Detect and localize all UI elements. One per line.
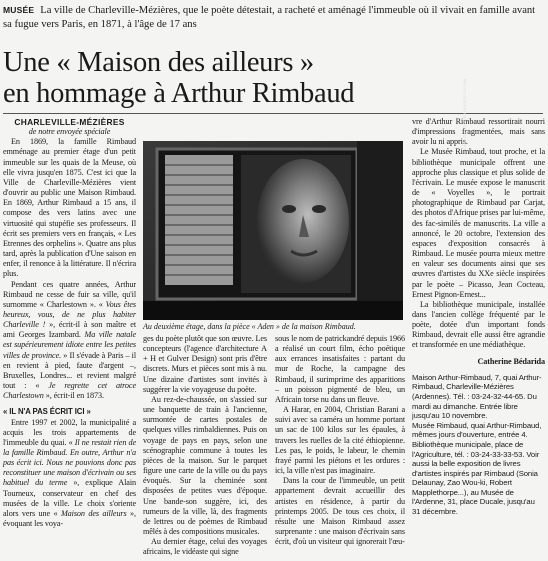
text-run: » Il s'évade à Paris – il en revient à pied, faute d'argent –, Bruxelles, Londres... et revient malgré tout : « bbox=[3, 350, 136, 391]
text-run: Entre 1997 et 2002, la municipalité a acquis les trois appartements de l'immeuble du quai. « bbox=[3, 417, 136, 447]
photo-illustration bbox=[143, 141, 403, 320]
quote: Je regrette cet atroce Charlestown bbox=[3, 381, 136, 401]
article-column-4 bbox=[412, 117, 545, 517]
author-signature: Catherine Bédarida bbox=[477, 356, 545, 366]
info-line: Musée Rimbaud, quai Arthur-Rimbaud, mêmes jours d'ouverture, entrée 4. bbox=[412, 420, 542, 440]
text-run: », écrit-il en 1873. bbox=[43, 391, 104, 401]
info-line: Bibliothèque municipale, place de l'Agriculture, tél. : 03-24-33-33-53. Voir aussi la belle exposition de livres d'artistes inspirés par Rimbaud (Sonia Delaunay, Zao Wou-ki, Robert Mapplethorpe...), au Musée de l'Ardenne, 31, place Ducale, jusqu'au 31 décembre. bbox=[412, 439, 540, 517]
photo-caption: Au deuxième étage, dans la pièce « Aden » de la maison Rimbaud. bbox=[143, 322, 356, 331]
paragraph: Dans la cour de l'immeuble, un petit appartement devrait accueillir des artistes en résidence, à partir du printemps 2005. De tous ces choix, il résulte une Maison Rimbaud assez surprenante : une maison d'écrivain sans écrit, d'où un visiteur qui ignorerait l'œu- bbox=[275, 476, 405, 547]
paragraph: Le Musée Rimbaud, tout proche, et la bibliothèque municipale offrent une approche plus classique et plus solide de l'écrivain. Le musée expose le manuscrit de « Voyelles », le portrait photographique de Rimbaud par Carjat, des photos d'Afrique prises par lui-même, des fac-similés de manuscrits. La ville a annoncé, le 20 octobre, l'extension des espaces d'exposition consacrés à Rimbaud. Le musée pourra mieux mettre en valeur ses documents ainsi que ses œuvres d'artistes du XXe siècle inspirées par le poète – Picasso, Jean Cocteau, Ernest Pignon-Ernest... bbox=[412, 147, 545, 299]
paragraph: Au rez-de-chaussée, on s'assied sur une banquette de train à l'ancienne, surmontée de cartes postales de quelques villes rimbaldiennes. Puis on voyage de pays en pays, selon une scénographie commune à toutes les pièces de la maison. Sur le parquet figure une carte de la ville ou du pays évoqués. Sur la cheminée sont disposées de petites vues d'époque. Une bande-son suggère, ici, des rumeurs de la ville, là, des fragments de lettres ou de poèmes de Rimbaud mêlés à des compositions musicales. bbox=[143, 394, 267, 536]
text-run: Pendant ces quatre années, Arthur Rimbaud ne cesse de fuir sa ville, qu'il surnomme « Charlestown ». « bbox=[3, 279, 136, 309]
paragraph: A Harar, en 2004, Christian Barani a suivi avec sa caméra un homme portant un sac de 100 kilos sur les épaules, à travers les ruelles de la cité éthiopienne. Les pas, le poids, le labeur, le chemin frayé parmi les piétons et les ordures : ici, la ville n'est pas imaginaire. bbox=[275, 405, 405, 476]
article-column-2 bbox=[143, 334, 267, 557]
article-column-1 bbox=[3, 117, 136, 529]
quote: Vous êtes heureux, vous, de ne plus habiter Charleville ! bbox=[3, 299, 137, 330]
paragraph: La bibliothèque municipale, installée dans l'ancien collège fréquenté par le poète, dotée d'un important fonds Rimbaud, devrait elle aussi être agrandie et transformée en une médiathèque. bbox=[412, 299, 545, 350]
paragraph bbox=[3, 280, 136, 402]
dateline: CHARLEVILLE-MÉZIÈRES bbox=[14, 117, 125, 127]
text-run: », évoquant les voya- bbox=[3, 508, 136, 529]
info-line: Maison Arthur-Rimbaud, 7, quai Arthur-Rimbaud, Charleville-Mézières (Ardennes). Tél. : 03-24-32-44-65. Du mardi au dimanche. Entrée libre jusqu'au 10 novembre. bbox=[412, 372, 542, 421]
headline-line-1: Une « Maison des ailleurs » bbox=[3, 47, 314, 78]
section-label: MUSÉE bbox=[3, 5, 35, 15]
paragraph: vre d'Arthur Rimbaud ressortirait nourri d'impressions fragmentées, mais sans avoir lu ni appris. bbox=[412, 117, 545, 147]
quote: Maison des ailleurs bbox=[60, 508, 127, 518]
paragraph bbox=[3, 418, 136, 530]
paragraph: ges du poète plutôt que son œuvre. Les concepteurs (l'agence d'architecture A + H et Gulver Design) sont pris d'être discrets. Murs et pièces sont mis à nu. Une dizaine d'artistes sont invités à suggérer la vie voyageuse du poète. bbox=[143, 334, 267, 394]
article-column-3 bbox=[275, 334, 405, 547]
paragraph: sous le nom de patrickandré depuis 1966 a réalisé un court film, écho poétique aux errances insatisfaites : partant du mur de Roche, la campagne des Rimbaud, il surimprime des apparitions – un poisson pigmenté de bleu, un Africain torse nu dans un fleuve. bbox=[275, 334, 405, 404]
paragraph: Au dernier étage, celui des voyages africains, le vidéaste qui signe bbox=[143, 537, 267, 557]
kicker-text: La ville de Charleville-Mézières, que le poète détestait, a racheté et aménagé l'immeuble où il vivait en famille avant sa fugue vers Paris, en 1871, à l'âge de 17 ans bbox=[3, 5, 536, 30]
text-run: », explique Alain Tourneux, conservateur en chef des musées de la ville. Le choix s'oriente alors vers une « bbox=[3, 478, 136, 518]
quote: Ma ville natale est supérieurement idiote entre les petites villes de province. bbox=[3, 330, 136, 360]
subheading: « IL N'A PAS ÉCRIT ICI » bbox=[3, 407, 91, 417]
quote: Il ne restait rien de la famille Rimbaud. En outre, Arthur n'a pas écrit ici. Nous ne pouvions donc pas reconstituer une maison d'écrivain ou ses habituel du terme bbox=[3, 437, 137, 488]
text-run: », écrit-il à son maître et ami Georges Izambard. bbox=[3, 320, 136, 340]
article-photo bbox=[143, 141, 403, 320]
kicker bbox=[3, 3, 543, 32]
practical-info bbox=[412, 373, 545, 517]
photo-credit: PHOTO DESCARTES/DOCS FOURNIS bbox=[462, 78, 468, 150]
paragraph: En 1869, la famille Rimbaud emménage au premier étage d'un petit immeuble sur les quais de la Meuse, où elle vivra jusqu'en 1875. C'est ici que la Ville de Charleville-Mézières vient d'ouvrir au public une Maison Rimbaud. En 1869, Arthur Rimbaud a 15 ans, il compose des vers latins avec une virtuosité qui stupéfie ses professeurs. Il écrit ses premiers vers en français, « Les Etrennes des orphelins ». Quatre ans plus tard, après la publication d'Une saison en enfer, il renonce à la littérature. Il n'écrira plus. bbox=[3, 137, 136, 279]
headline-line-2: en hommage à Arthur Rimbaud bbox=[3, 78, 355, 109]
byline: de notre envoyée spéciale bbox=[28, 127, 111, 137]
